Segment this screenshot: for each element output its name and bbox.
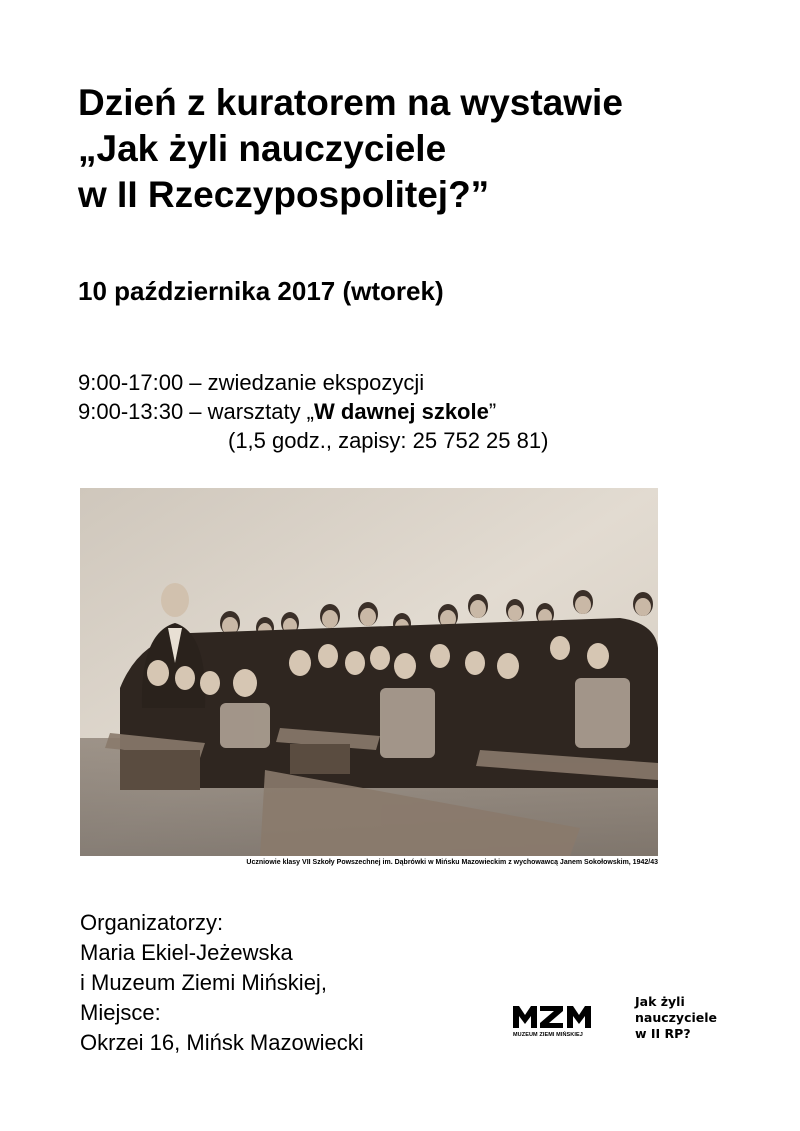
workshop-suffix: ” <box>488 399 497 424</box>
badge-line-2: nauczyciele <box>635 1010 718 1025</box>
organizer-museum: i Muzeum Ziemi Mińskiej, <box>80 970 327 995</box>
poster-title <box>78 80 778 218</box>
title-line-1: Dzień z kuratorem na wystawie <box>78 82 623 123</box>
organizers-block <box>80 908 364 1058</box>
photo-caption: Uczniowie klasy VII Szkoły Powszechnej im. Dąbrówki w Mińsku Mazowieckim z wychowawcą Janem Sokołowskim, 1942/43 <box>246 859 658 866</box>
museum-logo-subtitle: MUZEUM ZIEMI MIŃSKIEJ <box>513 1032 583 1038</box>
organizer-person: Maria Ekiel-Jeżewska <box>80 940 293 965</box>
organizers-label: Organizatorzy: <box>80 910 224 935</box>
workshop-title: W dawnej szkole <box>314 399 489 424</box>
schedule-line-visiting: 9:00-17:00 – zwiedzanie ekspozycji <box>78 370 425 395</box>
event-date: 10 października 2017 (wtorek) <box>78 276 444 306</box>
class-photo <box>80 488 658 856</box>
workshop-prefix: 9:00-13:30 – warsztaty „ <box>78 399 315 424</box>
badge-line-3: w II RP? <box>635 1026 691 1041</box>
schedule <box>78 368 548 455</box>
badge-line-1: Jak żyli <box>635 994 685 1009</box>
title-line-3: w II Rzeczypospolitej?” <box>78 174 490 215</box>
place-address: Okrzei 16, Mińsk Mazowiecki <box>80 1030 364 1055</box>
exhibition-badge <box>635 994 717 1042</box>
place-label: Miejsce: <box>80 1000 161 1025</box>
schedule-line-details: (1,5 godz., zapisy: 25 752 25 81) <box>228 428 549 453</box>
schedule-line-workshop <box>78 397 548 426</box>
title-line-2: „Jak żyli nauczyciele <box>78 128 447 169</box>
class-photo-image <box>80 488 658 856</box>
